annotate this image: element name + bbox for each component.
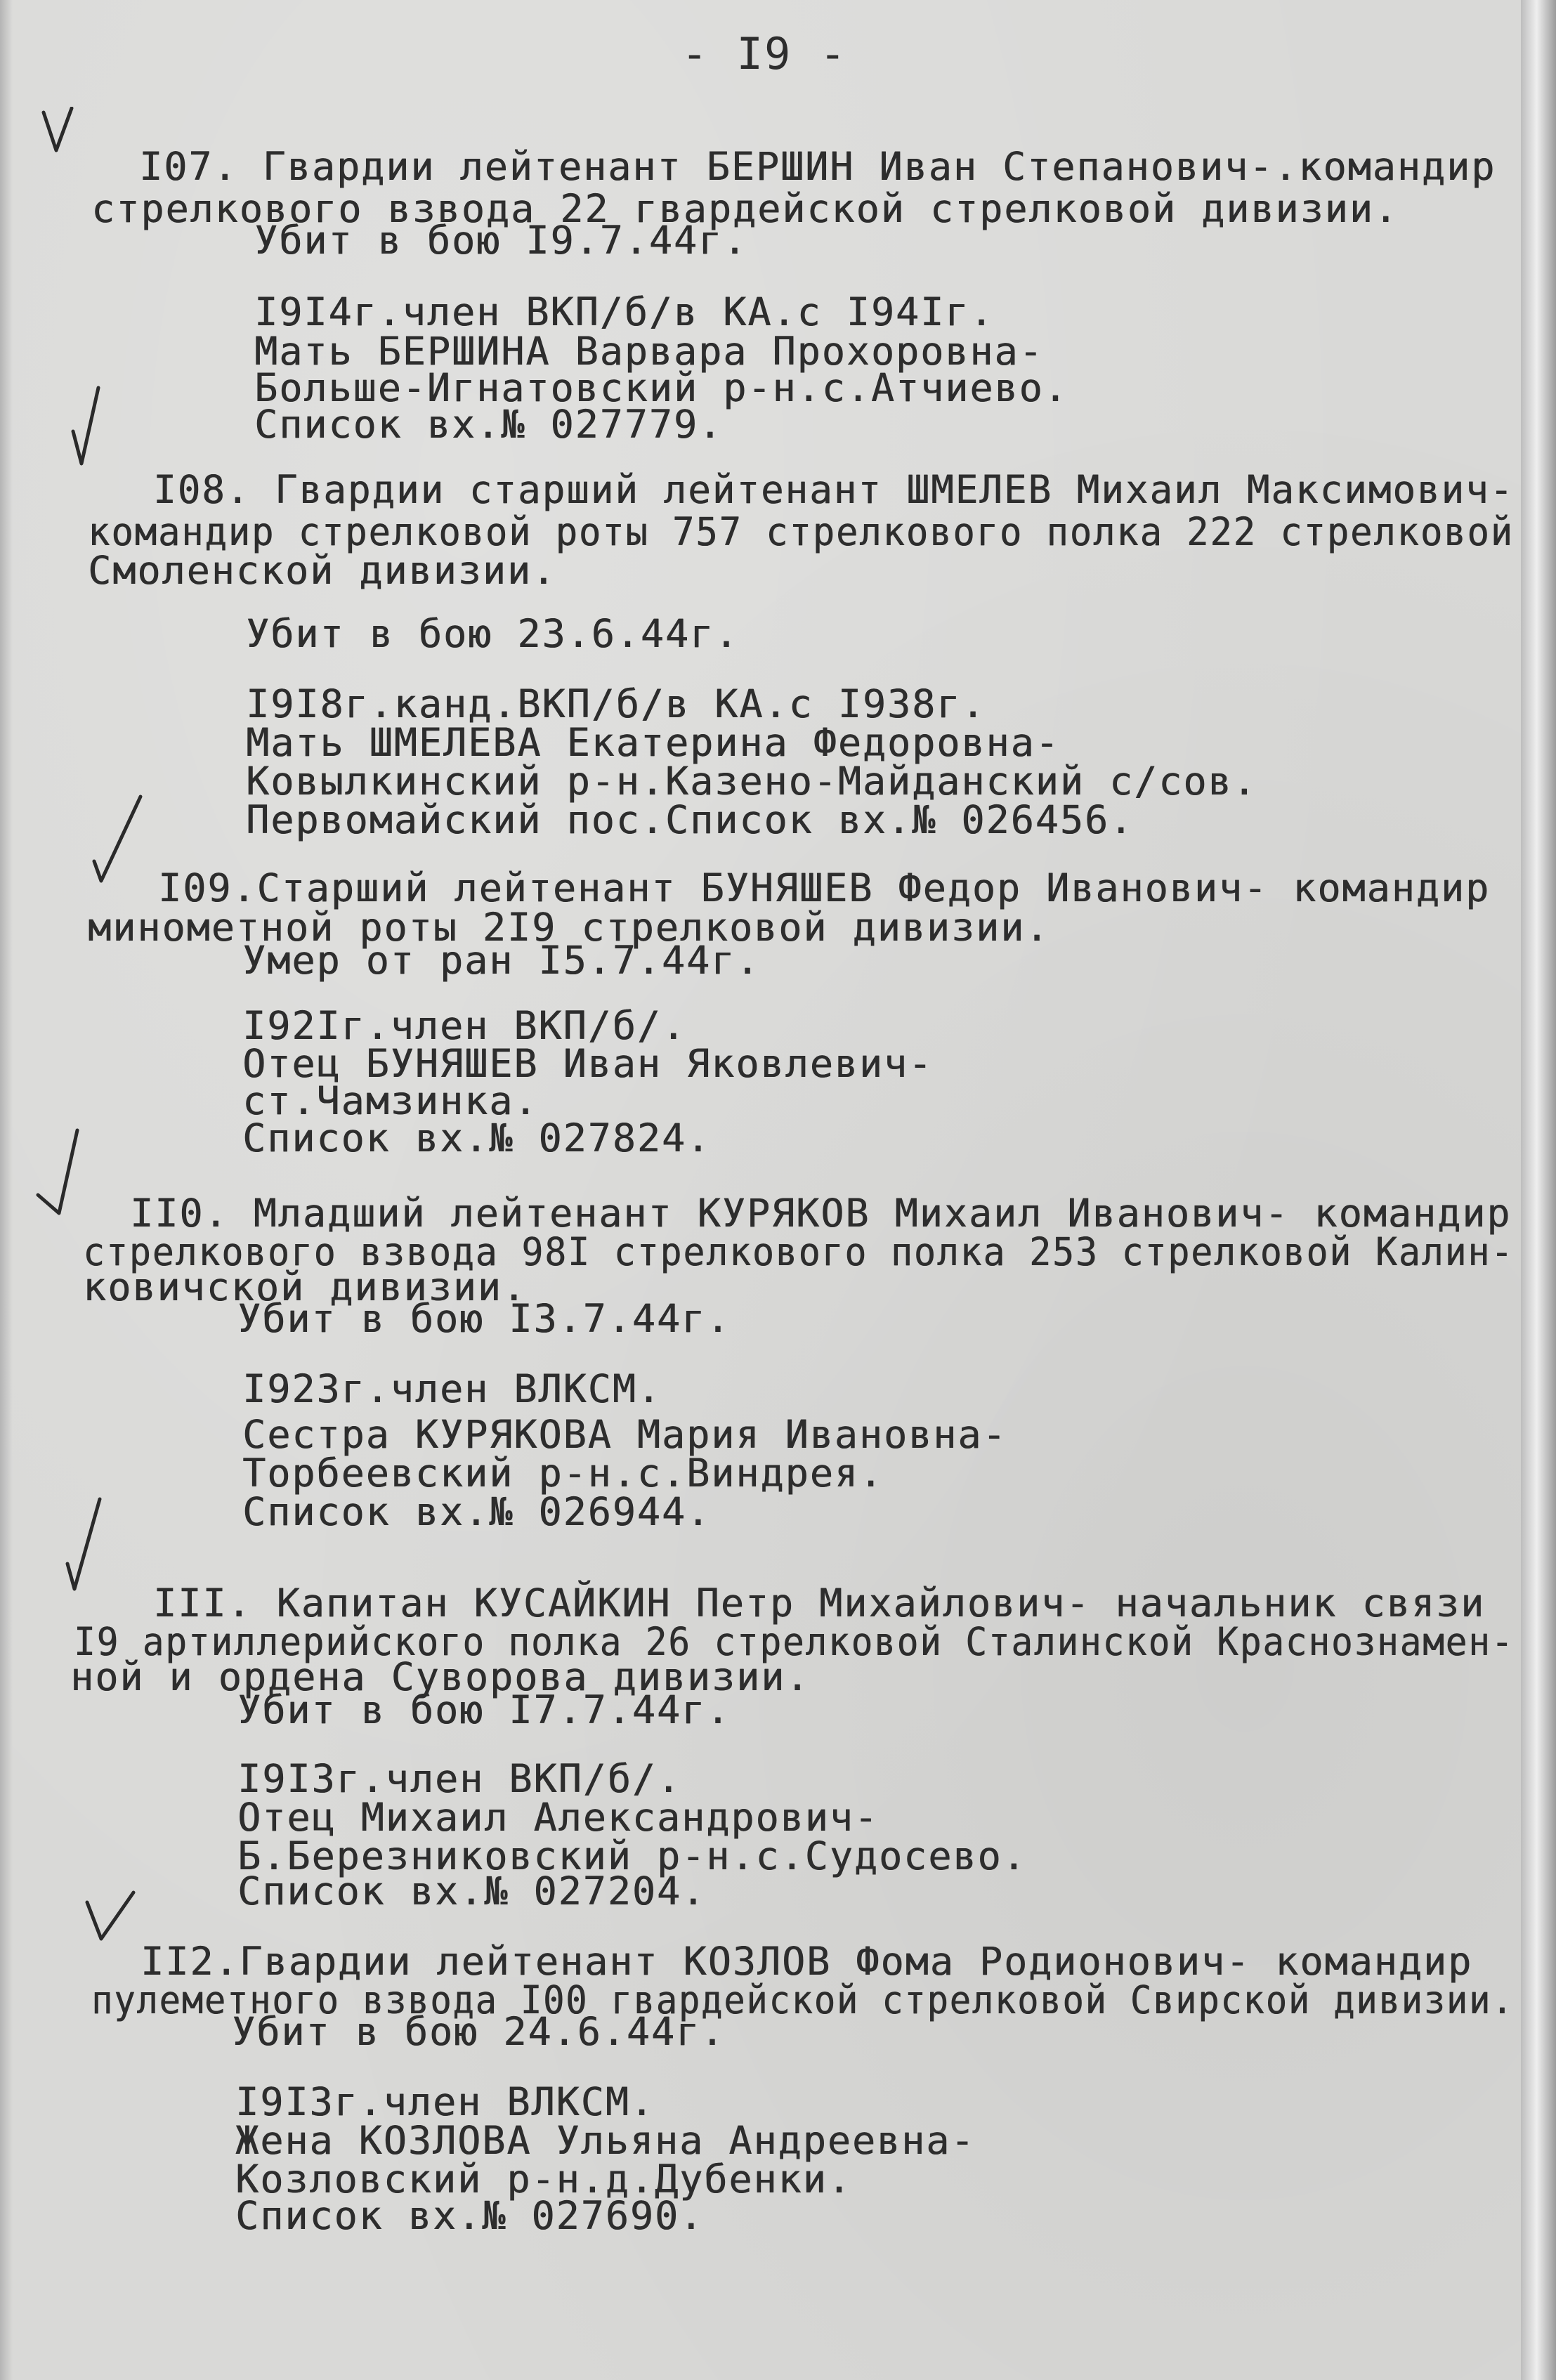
entry-108-line-2: командир стрелковой роты 757 стрелкового полка 222 стрелковой — [88, 509, 1514, 554]
entry-111-line-1: III. Капитан КУСАЙКИН Петр Михайлович- начальник связи — [153, 1581, 1486, 1626]
entry-108-line-1: I08. Гвардии старший лейтенант ШМЕЛЕВ Михаил Максимович- — [153, 467, 1515, 512]
entry-112-line-7: Список вх.№ 027690. — [235, 2193, 705, 2238]
entry-107-line-2: стрелкового взвода 22 гвардейской стрелковой дивизии. — [91, 186, 1399, 231]
entry-108-line-5: I9I8г.канд.ВКП/б/в КА.с I938г. — [246, 681, 986, 726]
entry-112-line-2: пулеметного взвода I00 гвардейской стрелковой Свирской дивизии. — [91, 1977, 1515, 2022]
check-mark-icon — [70, 385, 104, 469]
entry-109-line-4: I92Iг.член ВКП/б/. — [242, 1003, 687, 1048]
page-binding-edge — [1521, 0, 1556, 2380]
entry-108-line-8: Первомайский пос.Список вх.№ 026456. — [246, 797, 1135, 842]
entry-109-line-6: ст.Чамзинка. — [242, 1078, 539, 1123]
entry-111-line-3: ной и ордена Суворова дивизии. — [70, 1654, 811, 1699]
entry-112-line-3: Убит в бою 24.6.44г. — [232, 2009, 726, 2054]
entry-111-line-2: I9 артиллерийского полка 26 стрелковой Сталинской Краснознамен- — [74, 1619, 1515, 1664]
entry-110-line-7: Торбеевский р-н.с.Виндрея. — [242, 1451, 884, 1496]
entry-107-line-1: I07. Гвардии лейтенант БЕРШИН Иван Степанович-.командир — [139, 144, 1496, 189]
entry-111-line-8: Список вх.№ 027204. — [237, 1869, 707, 1914]
entry-107-line-7: Список вх.№ 027779. — [254, 402, 724, 447]
entry-109-line-5: Отец БУНЯШЕВ Иван Яковлевич- — [242, 1041, 934, 1086]
entry-107-line-3: Убит в бою I9.7.44г. — [254, 218, 748, 263]
entry-109-line-2: минометной роты 2I9 стрелковой дивизии. — [88, 905, 1050, 950]
entry-112-line-4: I9I3г.член ВЛКСМ. — [235, 2079, 655, 2124]
entry-112-line-5: Жена КОЗЛОВА Ульяна Андреевна- — [235, 2118, 976, 2163]
entry-108-line-3: Смоленской дивизии. — [88, 548, 557, 593]
entry-107-line-4: I9I4г.член ВКП/б/в КА.с I94Iг. — [254, 289, 995, 334]
entry-110-line-4: Убит в бою I3.7.44г. — [237, 1296, 731, 1341]
entry-110-line-1: II0. Младший лейтенант КУРЯКОВ Михаил Иванович- командир — [130, 1191, 1512, 1236]
entry-111-line-6: Отец Михаил Александрович- — [237, 1795, 879, 1840]
page-left-edge-shadow — [0, 0, 13, 2380]
page-number: - I9 - — [681, 28, 847, 79]
entry-107-line-6: Больше-Игнатовский р-н.с.Атчиево. — [254, 365, 1068, 410]
entry-111-line-7: Б.Березниковский р-н.с.Судосево. — [237, 1833, 1027, 1878]
check-mark-icon — [35, 1127, 91, 1219]
entry-110-line-3: ковичской дивизии. — [83, 1264, 528, 1309]
entry-112-line-1: II2.Гвардии лейтенант КОЗЛОВ Фома Родионович- командир — [140, 1939, 1473, 1984]
entry-111-line-4: Убит в бою I7.7.44г. — [237, 1687, 731, 1732]
check-mark-icon — [41, 107, 76, 156]
entry-111-line-5: I9I3г.член ВКП/б/. — [237, 1756, 682, 1801]
check-mark-icon — [90, 794, 146, 885]
entry-110-line-5: I923г.член ВЛКСМ. — [242, 1366, 662, 1411]
entry-108-line-4: Убит в бою 23.6.44г. — [246, 611, 740, 656]
entry-109-line-3: Умер от ран I5.7.44г. — [242, 938, 761, 983]
entry-109-line-1: I09.Старший лейтенант БУНЯШЕВ Федор Иванович- командир — [158, 865, 1491, 910]
check-mark-icon — [65, 1496, 107, 1595]
check-mark-icon — [84, 1890, 140, 1946]
entry-108-line-7: Ковылкинский р-н.Казено-Майданский с/сов. — [246, 759, 1257, 804]
entry-107-line-5: Мать БЕРШИНА Варвара Прохоровна- — [254, 329, 1044, 374]
entry-110-line-2: стрелкового взвода 98I стрелкового полка 253 стрелковой Калин- — [83, 1229, 1515, 1274]
entry-110-line-6: Сестра КУРЯКОВА Мария Ивановна- — [242, 1412, 1007, 1457]
entry-108-line-6: Мать ШМЕЛЕВА Екатерина Федоровна- — [246, 720, 1060, 765]
entry-112-line-6: Козловский р-н.д.Дубенки. — [235, 2157, 852, 2202]
entry-109-line-7: Список вх.№ 027824. — [242, 1116, 712, 1160]
entry-110-line-8: Список вх.№ 026944. — [242, 1489, 712, 1534]
